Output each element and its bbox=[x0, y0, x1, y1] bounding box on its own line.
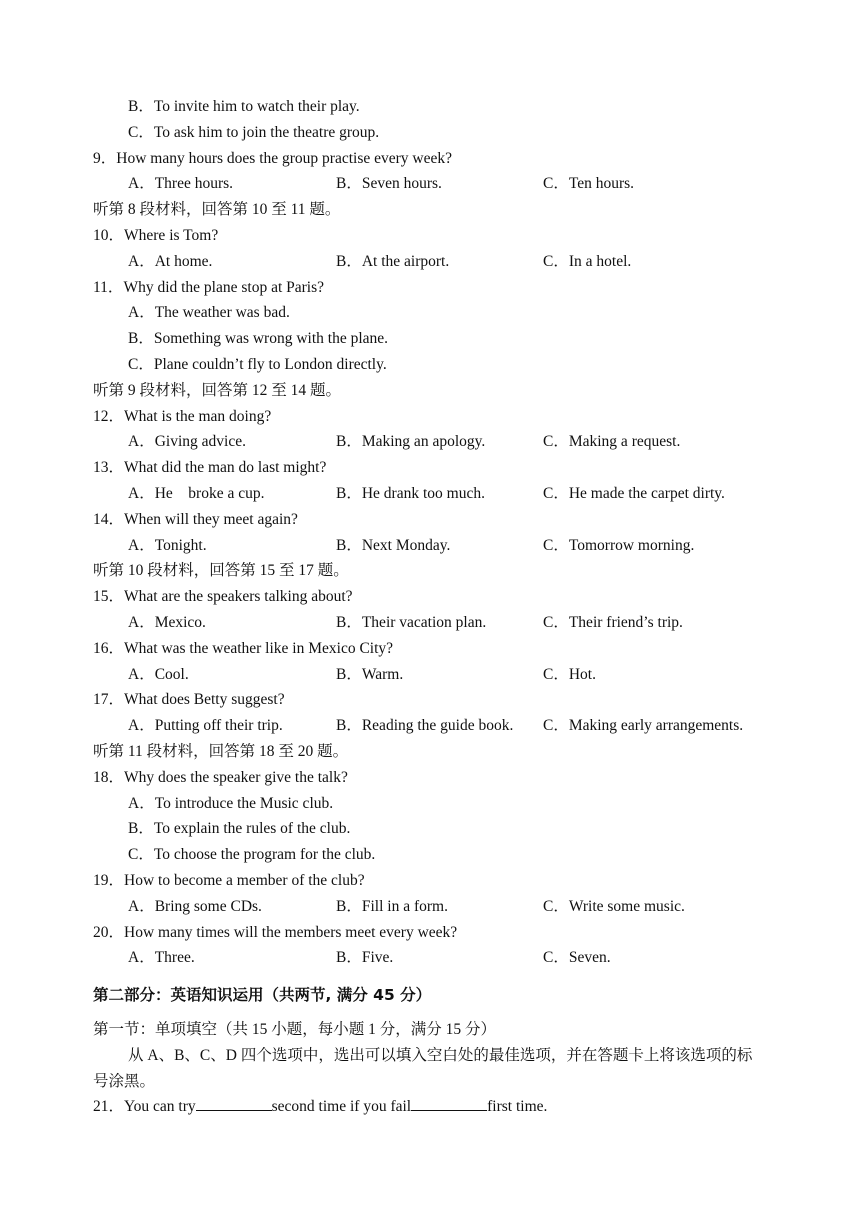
option-a: A．Tonight. bbox=[128, 536, 207, 554]
question-21: 21．You can try second time if you fail first time. bbox=[0, 1094, 860, 1120]
question-11-option-c: C．Plane couldn’t fly to London directly. bbox=[128, 355, 387, 373]
option-b: B．Reading the guide book. bbox=[336, 717, 514, 735]
question-12-options bbox=[0, 429, 860, 455]
option-b: B．Five. bbox=[336, 949, 394, 967]
option-a: A．Putting off their trip. bbox=[128, 717, 283, 735]
answer-blank[interactable] bbox=[411, 1094, 487, 1111]
question-17-options bbox=[0, 713, 860, 739]
question-13: 13．What did the man do last might? bbox=[93, 459, 327, 477]
exam-page bbox=[0, 94, 860, 1120]
question-18-option-b: B．To explain the rules of the club. bbox=[128, 820, 351, 838]
option-b: B．He drank too much. bbox=[336, 484, 485, 502]
question-9: 9．How many hours does the group practise every week? bbox=[93, 149, 452, 167]
question-14-options bbox=[0, 533, 860, 559]
option-b: B．Seven hours. bbox=[336, 175, 442, 193]
question-17: 17．What does Betty suggest? bbox=[93, 691, 285, 709]
question-18-option-a: A．To introduce the Music club. bbox=[128, 794, 334, 812]
q8-option-c: C．To ask him to join the theatre group. bbox=[128, 123, 380, 141]
part-2-subtitle: 第一节：单项填空（共 15 小题，每小题 1 分，满分 15 分） bbox=[93, 1021, 497, 1039]
option-c: C．Tomorrow morning. bbox=[543, 536, 695, 554]
option-a: A．At home. bbox=[128, 252, 213, 270]
section-heading-8: 听第 8 段材料，回答第 10 至 11 题。 bbox=[93, 201, 341, 219]
question-11: 11．Why did the plane stop at Paris? bbox=[93, 278, 325, 296]
option-c: C．Making a request. bbox=[543, 433, 681, 451]
question-9-options bbox=[0, 171, 860, 197]
question-11-option-a: A．The weather was bad. bbox=[128, 304, 290, 322]
option-c: C．Write some music. bbox=[543, 897, 685, 915]
option-c: C．Making early arrangements. bbox=[543, 717, 744, 735]
option-b: B．Fill in a form. bbox=[336, 897, 448, 915]
question-16-options bbox=[0, 662, 860, 688]
section-heading-10: 听第 10 段材料，回答第 15 至 17 题。 bbox=[93, 562, 349, 580]
option-c: C．Hot. bbox=[543, 665, 596, 683]
option-a: A．Bring some CDs. bbox=[128, 897, 262, 915]
section-heading-9: 听第 9 段材料，回答第 12 至 14 题。 bbox=[93, 381, 342, 399]
question-15: 15．What are the speakers talking about? bbox=[93, 588, 353, 606]
section-heading-11: 听第 11 段材料，回答第 18 至 20 题。 bbox=[93, 742, 349, 760]
question-20: 20．How many times will the members meet every week? bbox=[93, 923, 458, 941]
option-a: A．Mexico. bbox=[128, 613, 206, 631]
option-b: B．Their vacation plan. bbox=[336, 613, 487, 631]
question-15-options bbox=[0, 610, 860, 636]
option-a: A．Three hours. bbox=[128, 175, 234, 193]
option-b: B．Warm. bbox=[336, 665, 404, 683]
option-c: C．Seven. bbox=[543, 949, 611, 967]
question-19: 19．How to become a member of the club? bbox=[93, 871, 365, 889]
question-18: 18．Why does the speaker give the talk? bbox=[93, 768, 348, 786]
question-11-option-b: B．Something was wrong with the plane. bbox=[128, 330, 389, 348]
option-c: C．In a hotel. bbox=[543, 252, 632, 270]
option-c: C．He made the carpet dirty. bbox=[543, 484, 725, 502]
option-a: A．Giving advice. bbox=[128, 433, 246, 451]
question-16: 16．What was the weather like in Mexico City? bbox=[93, 639, 394, 657]
question-12: 12．What is the man doing? bbox=[93, 407, 272, 425]
q8-option-b: B．To invite him to watch their play. bbox=[128, 98, 360, 115]
question-20-options bbox=[0, 945, 860, 971]
option-c: C．Their friend’s trip. bbox=[543, 613, 683, 631]
question-18-option-c: C．To choose the program for the club. bbox=[128, 846, 376, 864]
option-c: C．Ten hours. bbox=[543, 175, 635, 193]
question-14: 14．When will they meet again? bbox=[93, 510, 298, 528]
option-a: A．He broke a cup. bbox=[128, 484, 265, 502]
option-b: B．Making an apology. bbox=[336, 433, 486, 451]
question-10-options bbox=[0, 249, 860, 275]
question-10: 10．Where is Tom? bbox=[93, 226, 219, 244]
part-2-title: 第二部分：英语知识运用（共两节, 满分 45 分） bbox=[93, 986, 432, 1005]
part-2-instruction: 从 A、B、C、D 四个选项中，选出可以填入空白处的最佳选项，并在答题卡上将该选项的标号涂黑。 bbox=[93, 1046, 753, 1090]
answer-blank[interactable] bbox=[196, 1094, 272, 1111]
option-a: A．Three. bbox=[128, 949, 195, 967]
question-13-options bbox=[0, 481, 860, 507]
option-b: B．Next Monday. bbox=[336, 536, 451, 554]
question-19-options bbox=[0, 894, 860, 920]
option-b: B．At the airport. bbox=[336, 252, 450, 270]
option-a: A．Cool. bbox=[128, 665, 189, 683]
